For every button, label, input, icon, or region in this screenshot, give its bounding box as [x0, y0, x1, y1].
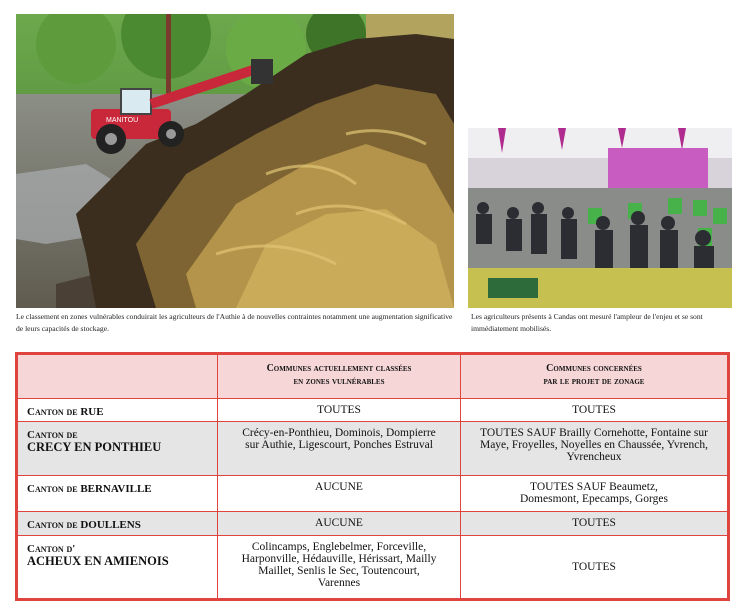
header-project-communes: Communes concernées par le projet de zonage	[461, 355, 728, 399]
manure-pile-photo	[16, 14, 454, 308]
current-communes-cell: AUCUNE	[218, 476, 461, 512]
vehicle-brand-logo: MANITOU	[106, 117, 139, 124]
meeting-hall-photo	[468, 128, 732, 308]
table-row	[18, 422, 728, 476]
project-communes-cell: TOUTES SAUF Brailly Cornehotte, Fontaine sur Maye, Froyelles, Noyelles en Chaussée, Yvrench, Yvrencheux	[461, 422, 728, 476]
current-communes-cell: Colincamps, Englebelmer, Forceville, Harponville, Hédauville, Hérissart, Mailly Maillet, Senlis le Sec, Toutencourt, Varennes	[218, 536, 461, 599]
right-photo-caption: Les agriculteurs présents à Candas ont mesuré l'ampleur de l'enjeu et se sont immédiatement mobilisés.	[471, 312, 703, 333]
table-row	[18, 399, 728, 422]
current-communes-cell: Crécy-en-Ponthieu, Dominois, Dompierre sur Authie, Ligescourt, Ponches Estruval	[218, 422, 461, 476]
table-row	[18, 512, 728, 536]
project-communes-cell: TOUTES	[461, 512, 728, 536]
left-photo-caption: Le classement en zones vulnérables conduirait les agriculteurs de l'Authie à de nouvelles contraintes notamment une augmentation significative de leurs capacités de stockage.	[16, 312, 453, 333]
table-row	[18, 536, 728, 599]
header-current-communes: Communes actuellement classées en zones vulnérables	[218, 355, 461, 399]
zoning-table	[15, 352, 730, 601]
canton-name: Canton d' ACHEUX EN AMIENOIS	[18, 536, 218, 599]
table-header-corner	[18, 355, 218, 399]
project-communes-cell: TOUTES SAUF Beaumetz, Domesmont, Epecamps, Gorges	[461, 476, 728, 512]
project-communes-cell: TOUTES	[461, 536, 728, 599]
current-communes-cell: TOUTES	[218, 399, 461, 422]
canton-name: Canton de CRECY EN PONTHIEU	[18, 422, 218, 476]
project-communes-cell: TOUTES	[461, 399, 728, 422]
current-communes-cell: AUCUNE	[218, 512, 461, 536]
table-row	[18, 476, 728, 512]
canton-name: Canton de RUE	[18, 399, 218, 422]
canton-name: Canton de BERNAVILLE	[18, 476, 218, 512]
canton-name: Canton de DOULLENS	[18, 512, 218, 536]
